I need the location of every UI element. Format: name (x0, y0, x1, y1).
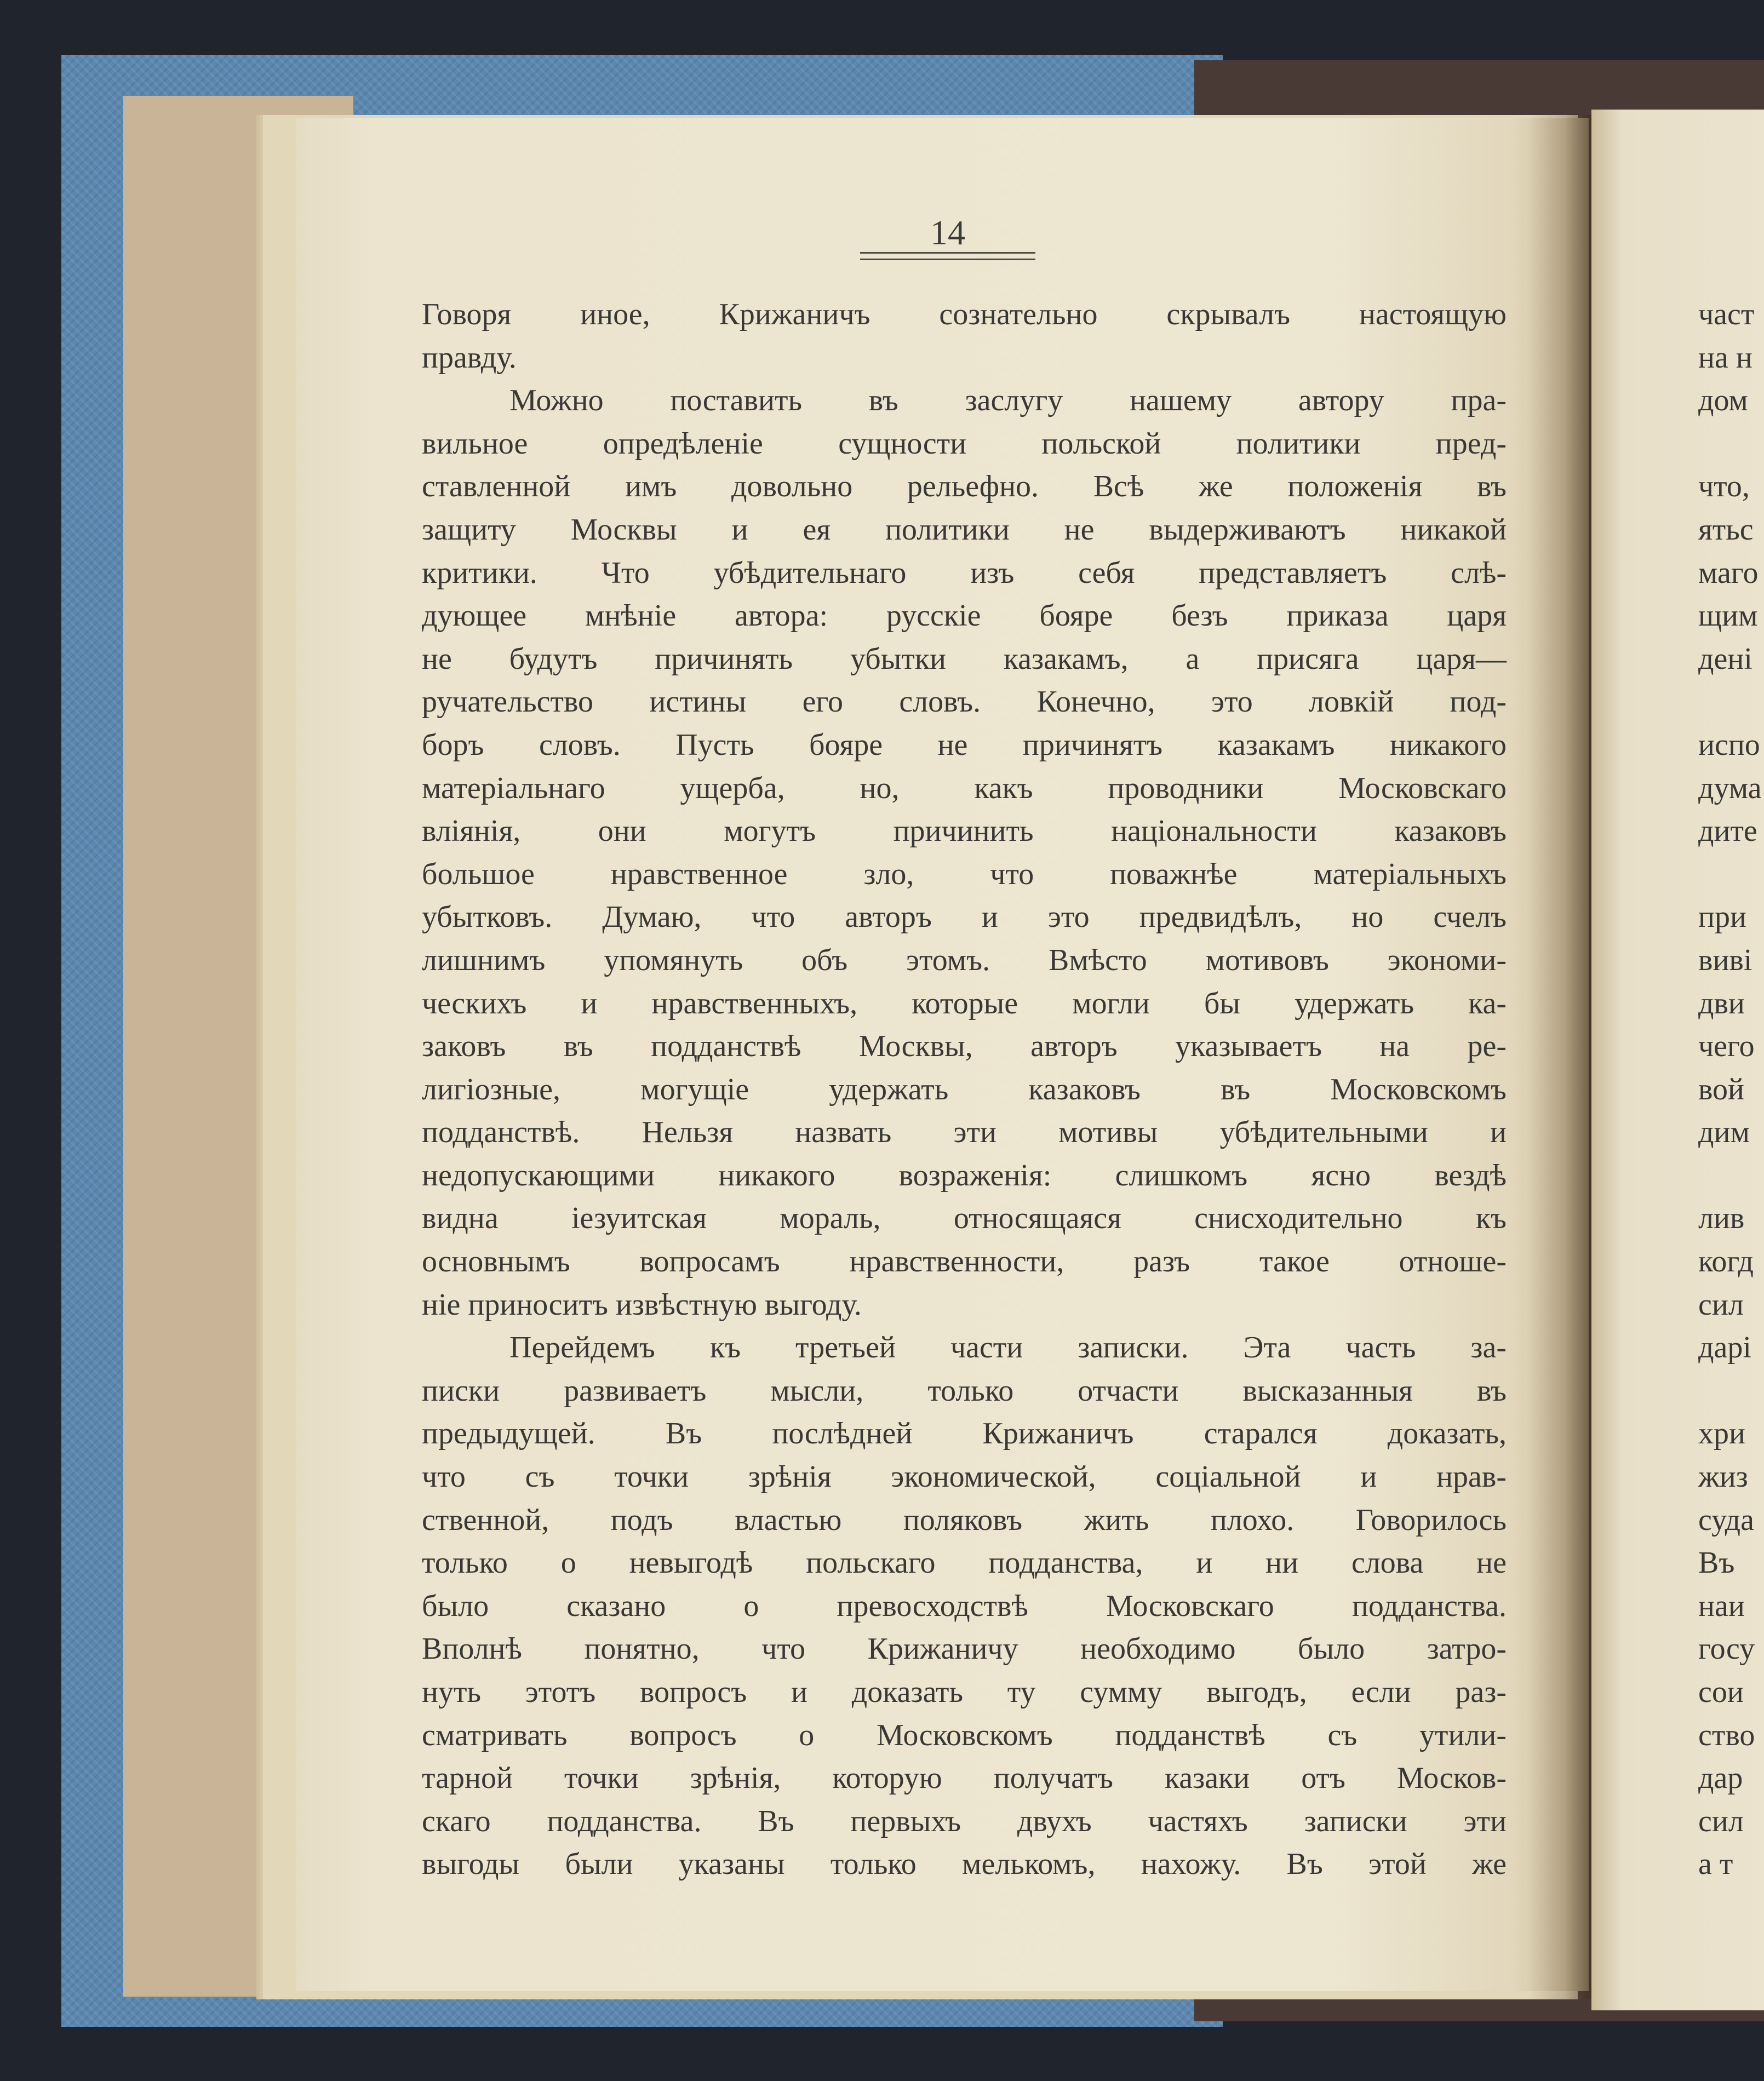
text-line: вліянія, они могутъ причинить національности казаковъ (422, 814, 1507, 849)
text-line: правду. (422, 340, 517, 375)
text-line: лишнимъ упомянуть объ этомъ. Вмѣсто мотивовъ экономи- (422, 943, 1507, 977)
text-line: только о невыгодѣ польскаго подданства, и ни слова не (422, 1546, 1507, 1580)
book-gutter (1528, 115, 1594, 1999)
text-line: что съ точки зрѣнія экономической, соціальной и нрав- (422, 1460, 1507, 1494)
header-rule-second (860, 259, 1035, 260)
fragment-line: Въ (1698, 1546, 1735, 1580)
fragment-line: дума (1698, 771, 1762, 805)
fragment-line: а т (1698, 1847, 1733, 1882)
fragment-line: наи (1698, 1589, 1745, 1623)
text-line: писки развиваетъ мысли, только отчасти высказанныя въ (422, 1373, 1507, 1408)
text-line: скаго подданства. Въ первыхъ двухъ частяхъ записки эти (422, 1804, 1507, 1838)
fragment-gap (1698, 853, 1764, 896)
fragment-line: дви (1698, 986, 1745, 1021)
text-line: тарной точки зрѣнія, которую получатъ казаки отъ Москов- (422, 1761, 1507, 1796)
text-line: сматривать вопросъ о Московскомъ подданствѣ съ утили- (422, 1718, 1507, 1752)
text-line: вильное опредѣленіе сущности польской политики пред- (422, 426, 1507, 461)
fragment-line: част (1698, 297, 1755, 331)
text-line: большое нравственное зло, что поважнѣе матеріальныхъ (422, 857, 1507, 891)
fragment-gap (1698, 680, 1764, 724)
fragment-line: вой (1698, 1072, 1745, 1107)
fragment-line: сои (1698, 1675, 1744, 1709)
text-line: основнымъ вопросамъ нравственности, разъ такое отноше- (422, 1245, 1507, 1279)
fragment-line: ство (1698, 1718, 1755, 1752)
fragment-line: дарі (1698, 1331, 1751, 1365)
text-line: видна іезуитская мораль, относящаяся снисходительно къ (422, 1201, 1507, 1236)
text-line: предыдущей. Въ послѣдней Крижаничъ старался доказать, (422, 1417, 1507, 1451)
text-line: ческихъ и нравственныхъ, которые могли бы удержать ка- (422, 986, 1507, 1021)
text-line: ственной, подъ властью поляковъ жить плохо. Говорилось (422, 1503, 1507, 1537)
header-rule (860, 252, 1035, 254)
text-line: заковъ въ подданствѣ Москвы, авторъ указываетъ на ре- (422, 1029, 1507, 1064)
text-line: Перейдемъ къ третьей части записки. Эта часть за- (509, 1331, 1507, 1365)
fragment-line: когд (1698, 1245, 1754, 1279)
fragment-line: госу (1698, 1632, 1755, 1666)
fragment-line: дите (1698, 814, 1757, 849)
text-line: убытковъ. Думаю, что авторъ и это предвидѣлъ, но счелъ (422, 900, 1507, 935)
text-line: не будутъ причинять убытки казакамъ, а присяга царя— (422, 641, 1507, 676)
fragment-line: испо (1698, 727, 1760, 762)
fragment-line: дар (1698, 1761, 1743, 1796)
text-line: матеріальнаго ущерба, но, какъ проводники Московскаго (422, 771, 1507, 805)
fragment-line: при (1698, 900, 1746, 935)
fragment-line: суда (1698, 1503, 1754, 1537)
text-line: Говоря иное, Крижаничъ сознательно скрывалъ настоящую (422, 297, 1507, 331)
text-line: ніе приноситъ извѣстную выгоду. (422, 1287, 862, 1322)
fragment-gap (1698, 422, 1764, 466)
text-line: защиту Москвы и ея политики не выдерживаютъ никакой (422, 512, 1507, 547)
fragment-line: дом (1698, 383, 1748, 418)
text-line: Можно поставить въ заслугу нашему автору пра- (509, 383, 1507, 418)
fragment-line: ятьс (1698, 512, 1754, 547)
fragment-line: виві (1698, 943, 1752, 977)
text-line: подданствѣ. Нельзя назвать эти мотивы убѣдительными и (422, 1115, 1507, 1150)
text-line: лигіозные, могущіе удержать казаковъ въ Московскомъ (422, 1072, 1507, 1107)
fragment-line: дим (1698, 1115, 1750, 1150)
text-line: нуть этотъ вопросъ и доказать ту сумму выгодъ, если раз- (422, 1675, 1507, 1709)
fragment-line: что, (1698, 469, 1750, 504)
text-line: ставленной имъ довольно рельефно. Всѣ же положенія въ (422, 469, 1507, 504)
text-line: недопускающими никакого возраженія: слишкомъ ясно вездѣ (422, 1158, 1507, 1193)
fragment-line: маго (1698, 555, 1759, 590)
fragment-gap (1698, 1369, 1764, 1413)
fragment-line: щим (1698, 599, 1758, 633)
fragment-line: сил (1698, 1804, 1744, 1838)
text-line: Вполнѣ понятно, что Крижаничу необходимо было затро- (422, 1632, 1507, 1666)
right-page-text (1698, 293, 1764, 1886)
fragment-line: сил (1698, 1287, 1744, 1322)
fragment-line: лив (1698, 1201, 1745, 1236)
fragment-line: дені (1698, 641, 1752, 676)
text-line: боръ словъ. Пусть бояре не причинятъ казакамъ никакого (422, 727, 1507, 762)
fragment-line: чего (1698, 1029, 1755, 1064)
fragment-line: на н (1698, 340, 1752, 375)
fragment-line: жиз (1698, 1460, 1748, 1494)
text-line: было сказано о превосходствѣ Московскаго подданства. (422, 1589, 1507, 1623)
text-line: дующее мнѣніе автора: русскіе бояре безъ приказа царя (422, 599, 1507, 633)
page-text (422, 293, 1507, 1886)
text-line: ручательство истины его словъ. Конечно, это ловкій под- (422, 685, 1507, 719)
page-number: 14 (930, 213, 965, 252)
text-line: выгоды были указаны только мелькомъ, нахожу. Въ этой же (422, 1847, 1507, 1882)
text-line: критики. Что убѣдительнаго изъ себя представляетъ слѣ- (422, 555, 1507, 590)
fragment-gap (1698, 1154, 1764, 1197)
fragment-line: хри (1698, 1417, 1745, 1451)
